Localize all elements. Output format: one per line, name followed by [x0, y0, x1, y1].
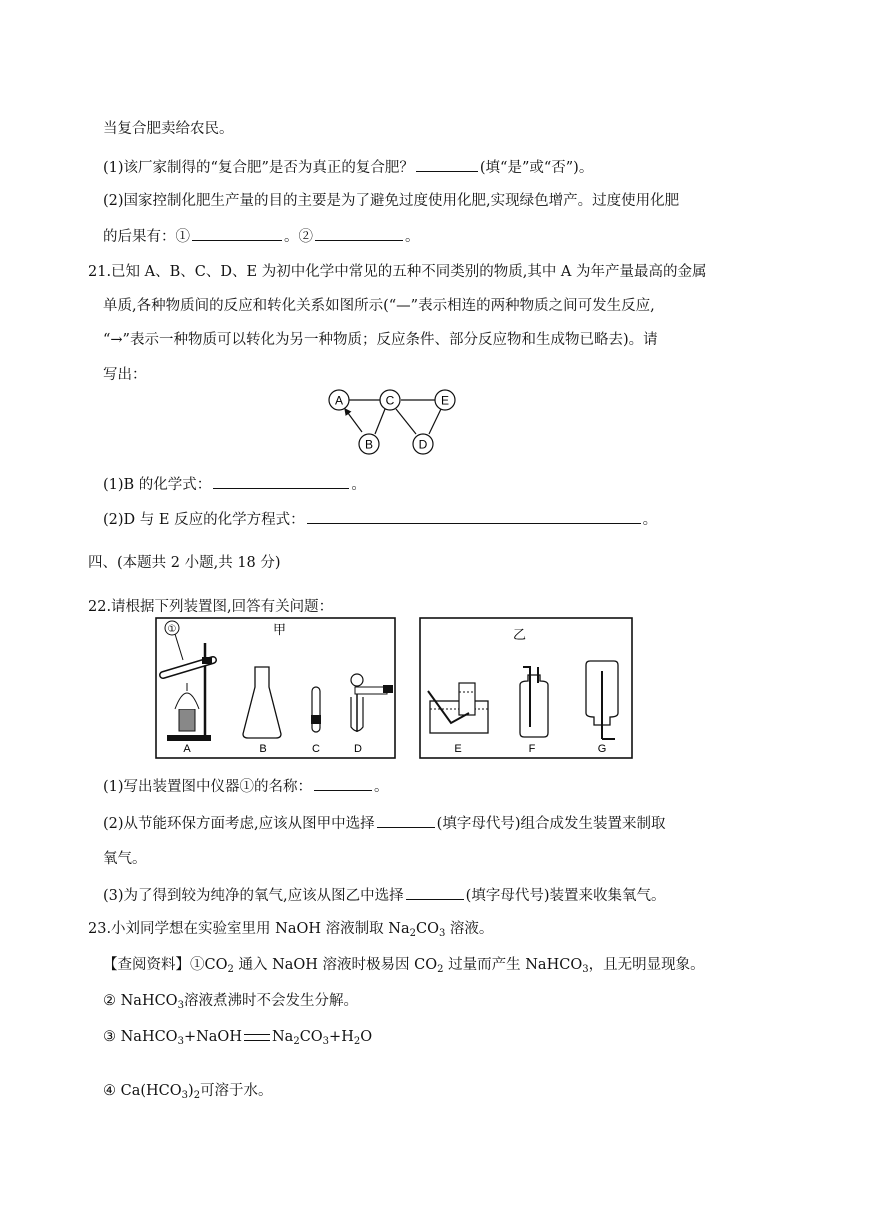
q21-line4: 写出：	[103, 367, 147, 383]
node-d	[413, 434, 433, 454]
q23-r2-b: 溶液煮沸时不会发生分解。	[183, 993, 358, 1009]
q22-part2-hint: (填字母代号)组合成发生装置来制取	[436, 816, 666, 832]
q20-answer-blank-1[interactable]	[416, 157, 478, 172]
q21-part1	[103, 474, 366, 495]
q22-answer-blank-1[interactable]	[314, 776, 372, 791]
q22-answer-blank-3[interactable]	[406, 885, 464, 900]
q22-part1	[103, 776, 389, 797]
equals-sign	[244, 1034, 270, 1041]
sub-2: 2	[293, 1036, 300, 1047]
label-a: A	[183, 743, 191, 755]
edge-b-c	[375, 409, 385, 434]
q23-r1-c: 过量而产生 NaHCO	[443, 957, 583, 973]
section-4-heading: 四、(本题共 2 小题,共 18 分)	[88, 555, 281, 571]
q23-r3-c: Na	[271, 1029, 294, 1045]
sub-2: 2	[353, 1036, 361, 1047]
q22-part1-end: 。	[374, 779, 389, 795]
q22-part1-text: (1)写出装置图中仪器①的名称：	[103, 779, 313, 795]
label-d: D	[354, 743, 362, 755]
panel-left-title: 甲	[273, 622, 287, 637]
q20-answer-blank-2[interactable]	[192, 226, 282, 241]
q21-part2-text: (2)D 与 E 反应的化学方程式：	[103, 512, 305, 528]
q21-part1-end: 。	[351, 477, 366, 493]
svg-text:C: C	[385, 393, 395, 408]
q20-part2: (2)国家控制化肥生产量的目的主要是为了避免过度使用化肥,实现绿色增产。过度使用化肥	[103, 193, 680, 209]
svg-text:E: E	[440, 393, 450, 408]
q20-part2-cont	[103, 226, 420, 247]
q20-answer-blank-3[interactable]	[315, 226, 403, 241]
q21-part2	[103, 509, 657, 530]
q21-line2: 单质,各种物质间的反应和转化关系如图所示(“—”表示相连的两种物质之间可发生反应,	[103, 298, 655, 314]
label-b: B	[259, 743, 267, 755]
sub-2: 2	[437, 964, 444, 975]
q22-line1: 22.请根据下列装置图,回答有关问题：	[88, 599, 334, 615]
q22-part3-text: (3)为了得到较为纯净的氧气,应该从图乙中选择	[103, 888, 404, 904]
node-b	[359, 434, 379, 454]
q23-reference-2	[103, 991, 358, 1011]
q21-relation-diagram	[320, 386, 464, 458]
svg-text:B: B	[364, 437, 374, 452]
q23-r4-a: ④ Ca(HCO	[103, 1083, 182, 1099]
svg-text:A: A	[334, 393, 344, 408]
sub-3: 3	[177, 1000, 184, 1011]
q21-answer-blank-2[interactable]	[307, 509, 641, 524]
apparatus-c	[311, 687, 321, 732]
q23-r4-c: 可溶于水。	[200, 1083, 273, 1099]
q20-part1-text: (1)该厂家制得的“复合肥”是否为真正的复合肥？	[103, 160, 414, 176]
instrument-1-label: ①	[167, 624, 177, 635]
q22-part3-hint: (填字母代号)装置来收集氧气。	[465, 888, 666, 904]
q22-part2	[103, 813, 665, 834]
label-e: E	[454, 743, 462, 755]
sub-2: 2	[193, 1090, 201, 1101]
label-f: F	[528, 743, 536, 755]
q20-part1	[103, 157, 593, 178]
q23-r2-a: ② NaHCO	[103, 993, 178, 1009]
sub-3: 3	[582, 964, 589, 975]
q23-r3-b: +NaOH	[183, 1029, 242, 1045]
label-g: G	[597, 743, 607, 755]
q23-l1-co: CO	[415, 921, 439, 937]
q22-apparatus-figure	[155, 617, 633, 759]
q20-part1-hint: (填“是”或“否”)。	[479, 160, 594, 176]
q23-reference-4	[103, 1081, 273, 1101]
q23-r3-a: ③ NaHCO	[103, 1029, 178, 1045]
q23-reference-1	[103, 955, 705, 975]
sub-3: 3	[177, 1036, 184, 1047]
q23-l1-text: 23.小刘同学想在实验室里用 NaOH 溶液制取 Na	[88, 921, 410, 937]
sub-2: 2	[227, 964, 234, 975]
sub-3: 3	[322, 1036, 330, 1047]
q23-r1-a: 【查阅资料】①CO	[103, 957, 228, 973]
svg-text:D: D	[418, 437, 428, 452]
q21-answer-blank-1[interactable]	[213, 474, 349, 489]
q22-part2-cont: 氧气。	[103, 851, 147, 867]
q23-r3-d: CO	[299, 1029, 323, 1045]
node-e	[435, 390, 455, 410]
q23-r3-f: O	[360, 1029, 373, 1045]
q20-part2-text: 的后果有：①	[103, 229, 190, 245]
q22-part2-text: (2)从节能环保方面考虑,应该从图甲中选择	[103, 816, 375, 832]
q23-r1-b: 通入 NaOH 溶液时极易因 CO	[233, 957, 438, 973]
sub-3: 3	[181, 1090, 189, 1101]
q20-part2-end: 。	[405, 229, 420, 245]
q23-r4-b: )	[188, 1083, 194, 1099]
q21-part2-end: 。	[642, 512, 658, 528]
q23-r3-e: +H	[329, 1029, 354, 1045]
q20-part2-sep: 。②	[284, 229, 313, 245]
q23-r1-d: ，且无明显现象。	[588, 957, 705, 973]
q21-line3: “→”表示一种物质可以转化为另一种物质；反应条件、部分反应物和生成物已略去)。请	[103, 332, 658, 348]
label-c: C	[312, 743, 320, 755]
q23-reference-3-equation	[103, 1027, 372, 1047]
panel-right-title: 乙	[513, 627, 527, 642]
node-a	[329, 390, 349, 410]
q20-continuation: 当复合肥卖给农民。	[103, 121, 234, 137]
sub-3: 3	[438, 928, 446, 939]
q23-line1	[88, 919, 493, 939]
q21-line1: 21.已知 A、B、C、D、E 为初中化学中常见的五种不同类别的物质,其中 A 为年产量最高的金属	[88, 264, 707, 280]
edge-c-d	[396, 409, 416, 434]
node-c	[380, 390, 400, 410]
q22-part3	[103, 885, 665, 906]
q21-part1-text: (1)B 的化学式：	[103, 477, 212, 493]
q23-l1-end: 溶液。	[445, 921, 494, 937]
q22-answer-blank-2[interactable]	[377, 813, 435, 828]
edge-d-e	[429, 409, 441, 434]
sub-2: 2	[409, 928, 416, 939]
edge-b-to-a	[345, 409, 362, 432]
